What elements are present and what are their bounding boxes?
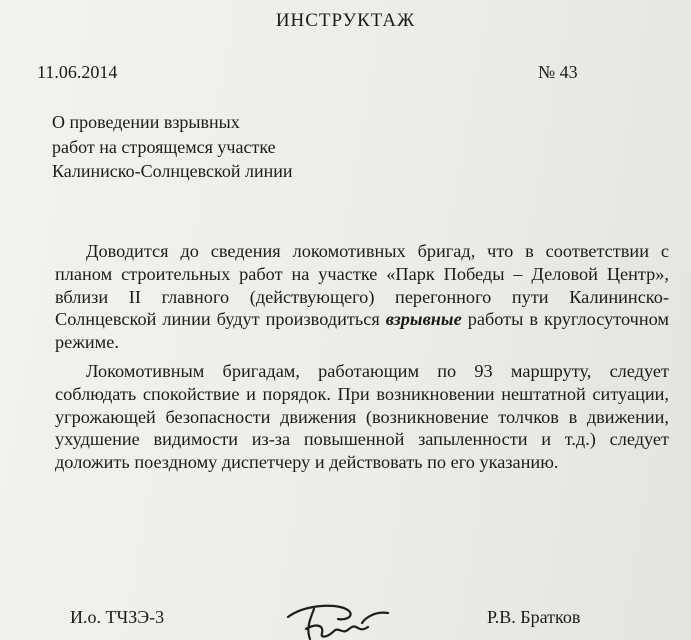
paragraph-announcement <box>55 240 669 354</box>
paragraph-text: работы в круглосуточном режиме. <box>55 309 669 353</box>
signer-name: Р.В. Братков <box>487 607 581 627</box>
emphasized-word: взрывные <box>385 309 462 330</box>
signer-title: И.о. ТЧЗЭ-3 <box>70 607 165 627</box>
handwritten-signature <box>276 595 406 640</box>
document-date: 11.06.2014 <box>37 62 118 82</box>
document-title: ИНСТРУКТАЖ <box>275 10 416 31</box>
document-subject <box>52 110 292 184</box>
subject-line: Калиниско-Солнцевской линии <box>52 161 293 181</box>
document-body <box>55 240 669 474</box>
subject-line: работ на строящемся участке <box>52 136 276 157</box>
subject-line: О проведении взрывных <box>52 112 240 132</box>
paragraph-text: Доводится до сведения локомотивных бригад, что в соответствии с планом строительных работ на участке «Парк Победы – Деловой Центр», вблизи II главного (действующего) перегонного пути Калининско-Солнцевской линии будут производиться <box>55 241 669 330</box>
document-number: № 43 <box>538 62 578 82</box>
paragraph-instructions: Локомотивным бригадам, работающим по 93 маршруту, следует соблюдать спокойствие и порядок. При возникновении нештатной ситуации, угрожающей безопасности движения (возникновение толчков в движении, ухудшение видимости из-за повышенной запыленности и т.д.) следует доложить поездному диспетчеру и действовать по его указанию. <box>55 360 669 473</box>
